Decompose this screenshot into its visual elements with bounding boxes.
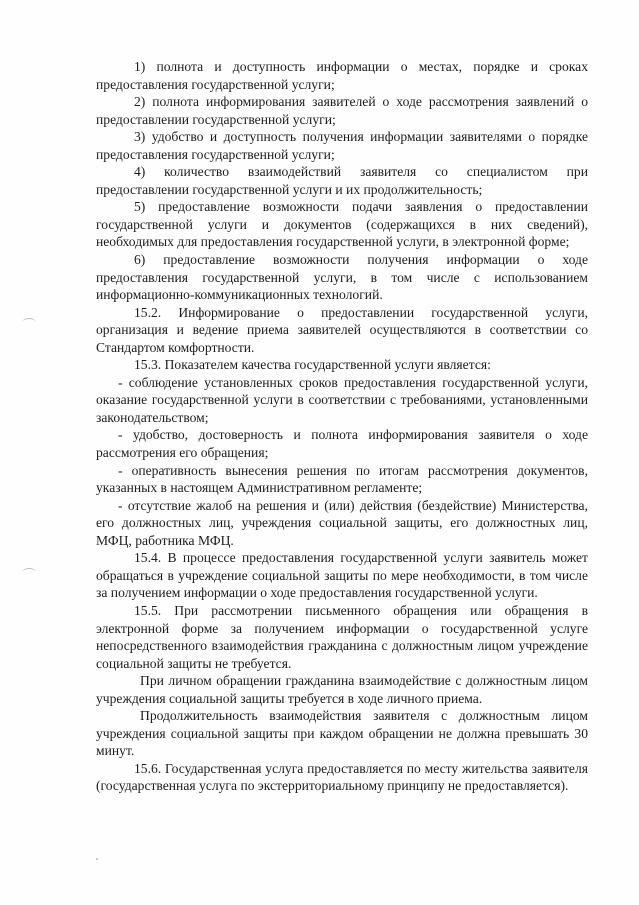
list-item-3: 3) удобство и доступность получения информации заявителями о порядке предоставления государственной услуги;: [96, 129, 588, 162]
dash-item-information: - удобство, достоверность и полнота информирования заявителя о ходе рассмотрения его обращения;: [96, 427, 588, 461]
list-item-5: 5) предоставление возможности подачи заявления о предоставлении государственной услуги и документов (содержащихся в них сведений), необходимых для предоставления государственной услуги, в электронной форме;: [96, 199, 588, 250]
scan-margin-mark: [22, 568, 36, 577]
clause-15-2: 15.2. Информирование о предоставлении государственной услуги, организация и ведение приема заявителей осуществляются в соответствии со Стандартом комфортности.: [96, 304, 588, 355]
dash-item-efficiency: - оперативность вынесения решения по итогам рассмотрения документов, указанных в настоящем Административном регламенте;: [96, 462, 588, 496]
duration-paragraph: Продолжительность взаимодействия заявителя с должностным лицом учреждения социальной защиты при каждом обращении не должна превышать 30 минут.: [96, 708, 588, 759]
list-item-6: 6) предоставление возможности получения информации о ходе предоставления государственной услуги, в том числе с использованием информационно-коммуникационных технологий.: [96, 252, 588, 303]
dash-item-complaints: - отсутствие жалоб на решения и (или) действия (бездействие) Министерства, его должностных лиц, учреждения социальной защиты, его должностных лиц, МФЦ, работника МФЦ.: [96, 497, 588, 548]
list-item-2: 2) полнота информирования заявителей о ходе рассмотрения заявлений о предоставлении государственной услуги;: [96, 94, 588, 127]
clause-15-3: 15.3. Показателем качества государственной услуги является:: [134, 357, 491, 373]
scan-dot: [96, 858, 98, 860]
clause-15-5: 15.5. При рассмотрении письменного обращения или обращения в электронной форме за получением информации о государственной услуге непосредственного взаимодействия гражданина с должностным лицом учреждение социальной защиты не требуется.: [96, 602, 588, 671]
scan-margin-mark: [22, 318, 36, 327]
document-body: [96, 58, 588, 795]
clause-15-6: 15.6. Государственная услуга предоставляется по месту жительства заявителя (государственная услуга по экстерриториальному принципу не предоставляется).: [96, 760, 588, 794]
list-item-1: 1) полнота и доступность информации о местах, порядке и сроках предоставления государственной услуги;: [96, 59, 588, 92]
list-item-4: 4) количество взаимодействий заявителя со специалистом при предоставлении государственной услуги и их продолжительность;: [96, 164, 588, 197]
clause-15-4: 15.4. В процессе предоставления государственной услуги заявитель может обращаться в учреждение социальной защиты по мере необходимости, в том числе за получением информации о ходе предоставления государственной услуги.: [96, 550, 588, 601]
personal-visit-paragraph: При личном обращении гражданина взаимодействие с должностным лицом учреждения социальной защиты требуется в ходе личного приема.: [96, 673, 588, 706]
dash-item-deadlines: - соблюдение установленных сроков предоставления государственной услуги, оказание государственной услуги в соответствии с требованиями, установленными законодательством;: [96, 374, 588, 425]
